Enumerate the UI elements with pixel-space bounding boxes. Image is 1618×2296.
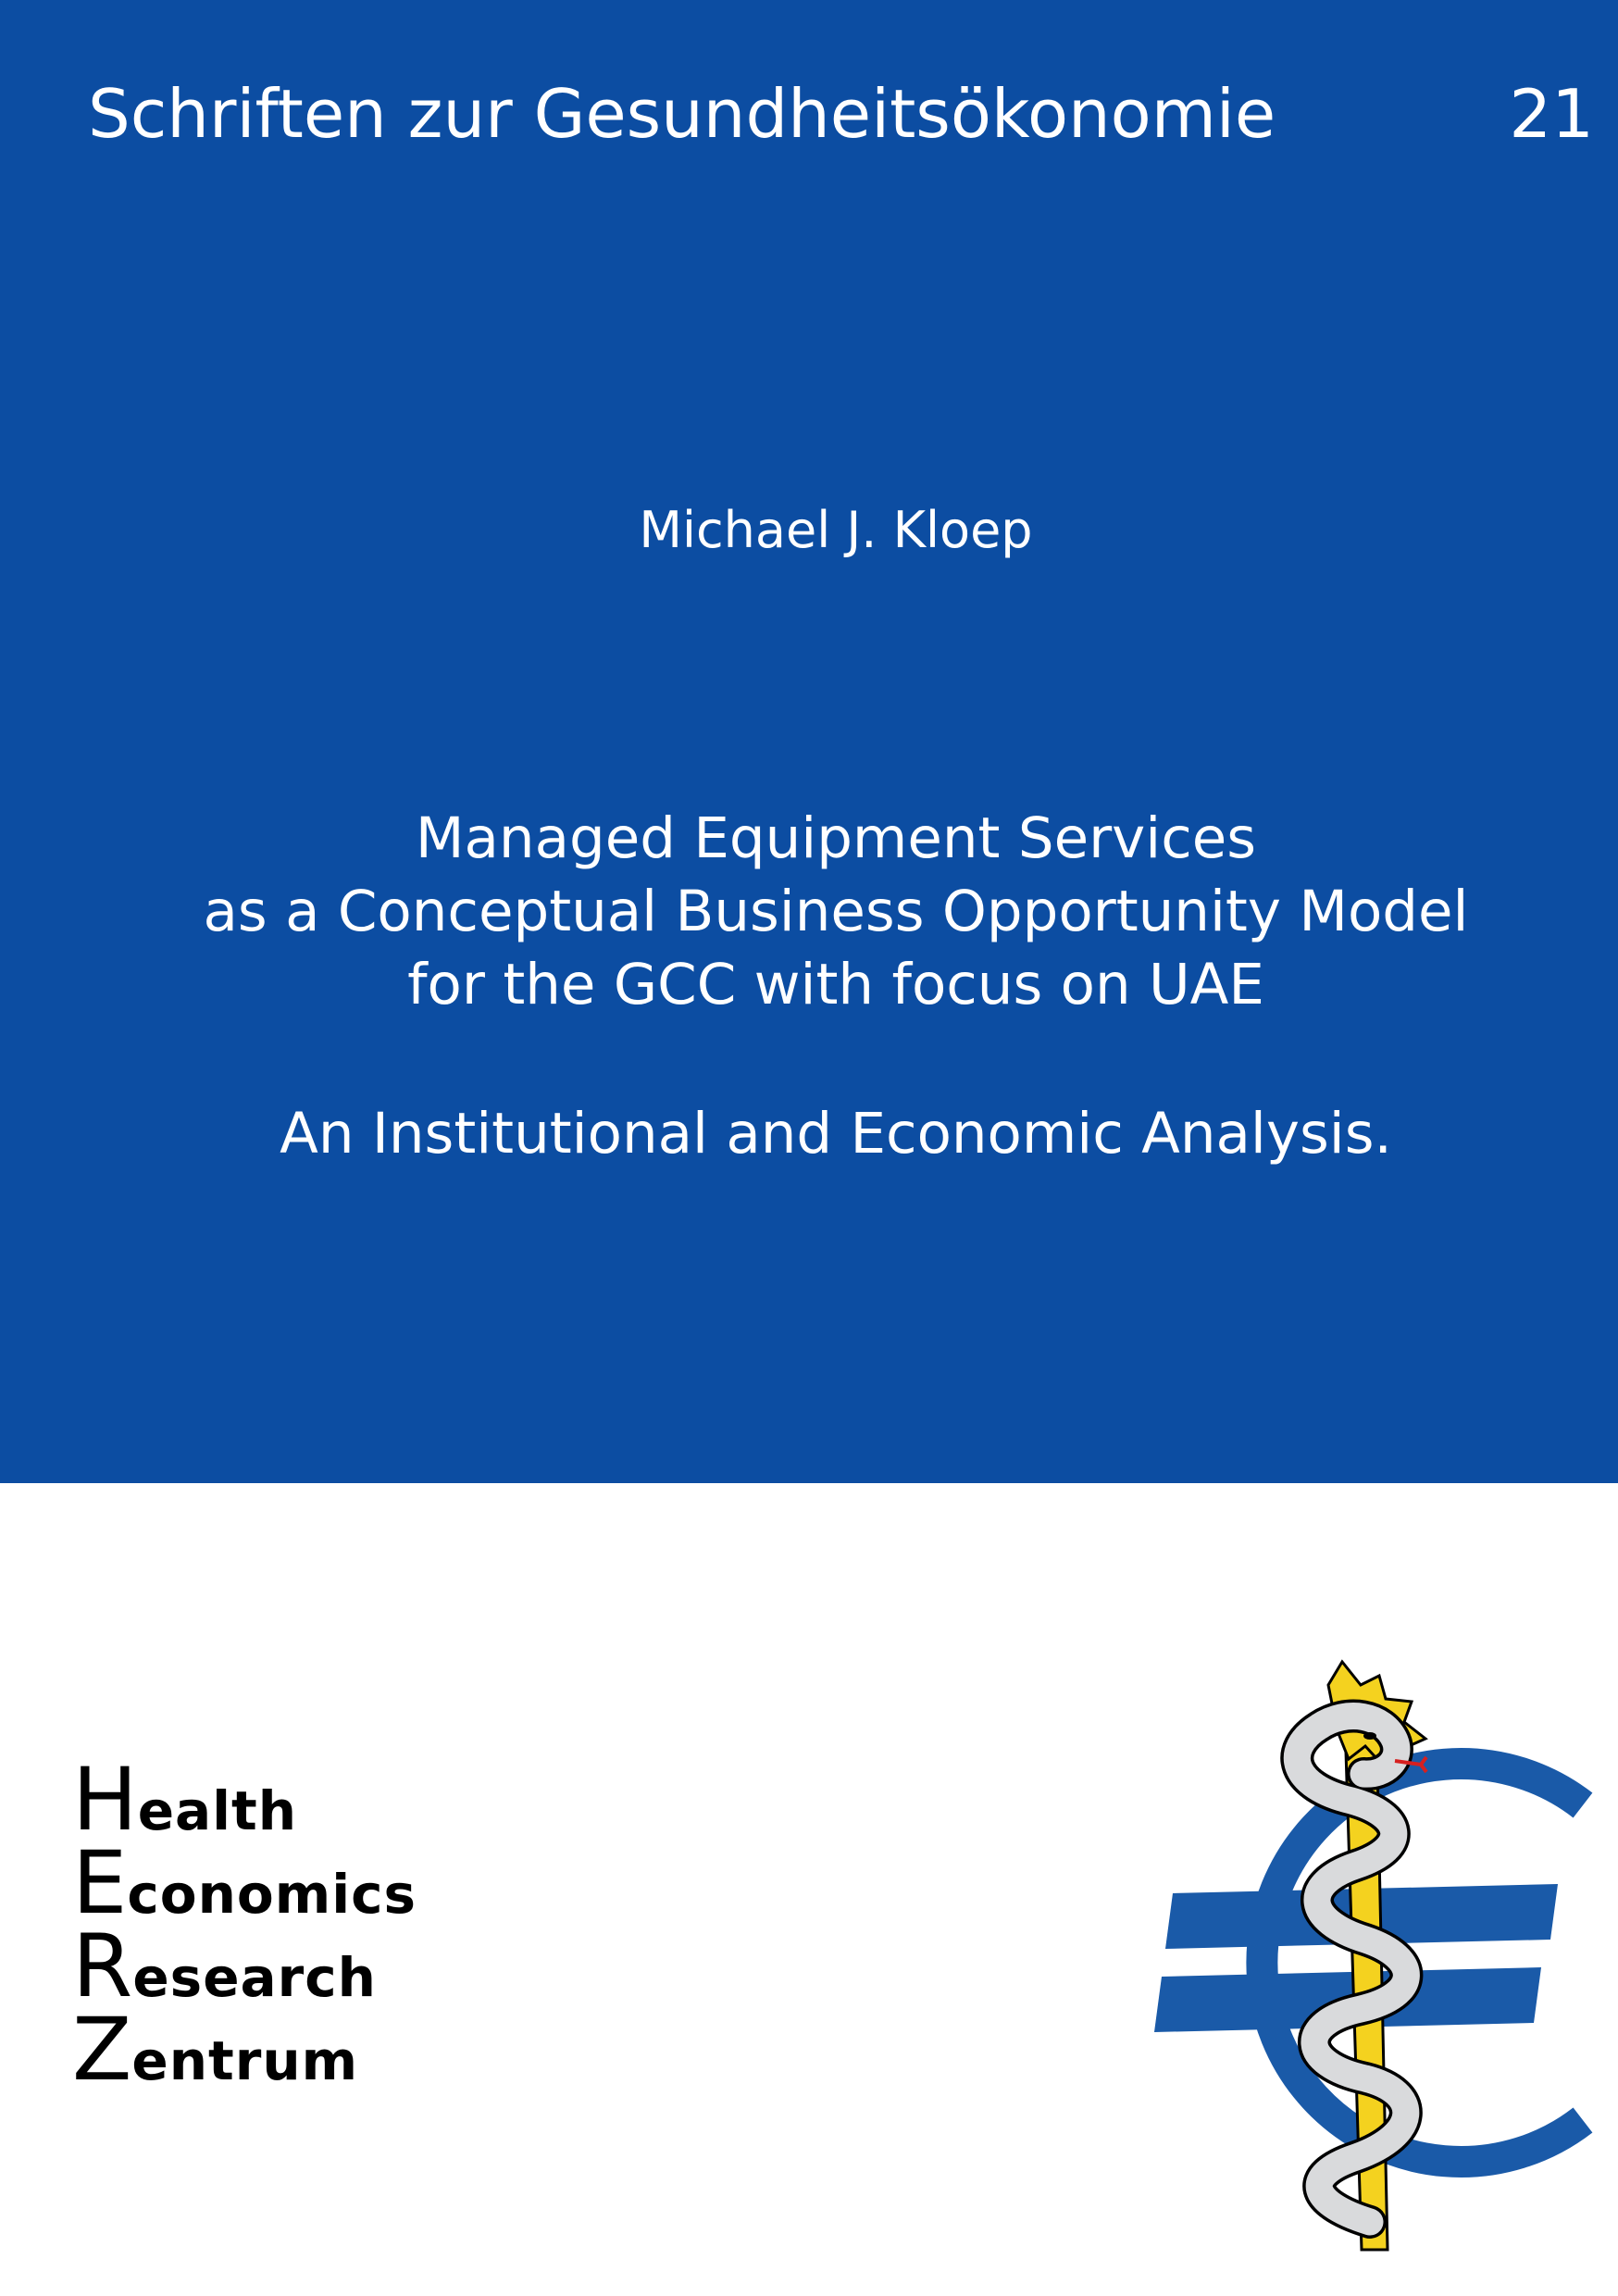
publisher-wordmark bbox=[72, 1750, 417, 2101]
book-title bbox=[0, 802, 1618, 1021]
publisher-word-rest: conomics bbox=[127, 1863, 417, 1926]
publisher-word-rest: entrum bbox=[131, 2029, 359, 2092]
publisher-word bbox=[72, 2000, 417, 2101]
publisher-word-rest: ealth bbox=[137, 1779, 298, 1842]
euro-ring-shape bbox=[1262, 1764, 1583, 2162]
series-title: Schriften zur Gesundheitsökonomie bbox=[88, 75, 1276, 153]
publisher-word-initial: Z bbox=[72, 2000, 132, 2101]
book-title-line: for the GCC with focus on UAE bbox=[407, 952, 1264, 1017]
book-title-line: Managed Equipment Services bbox=[415, 805, 1257, 871]
publisher-word bbox=[72, 1750, 417, 1851]
publisher-word-initial: E bbox=[72, 1833, 128, 1934]
publisher-word-rest: esearch bbox=[132, 1946, 377, 2009]
book-title-line: as a Conceptual Business Opportunity Model bbox=[203, 879, 1469, 944]
publisher-word bbox=[72, 1833, 417, 1934]
book-subtitle: An Institutional and Economic Analysis. bbox=[280, 1101, 1392, 1167]
author-name: Michael J. Kloep bbox=[639, 501, 1033, 559]
publisher-word-initial: R bbox=[72, 1916, 133, 2017]
series-number: 21 bbox=[1509, 75, 1594, 153]
publisher-word bbox=[72, 1916, 417, 2017]
snake-eye bbox=[1363, 1732, 1376, 1740]
euro-caduceus-icon bbox=[1143, 1657, 1606, 2259]
publisher-word-initial: H bbox=[72, 1750, 138, 1851]
